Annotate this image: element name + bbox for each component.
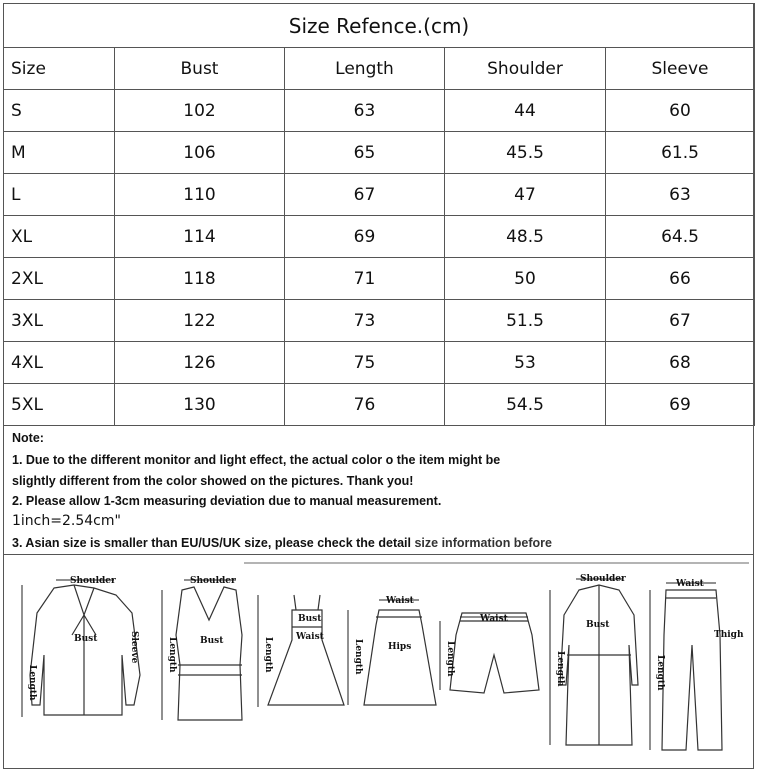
table-row <box>4 300 755 342</box>
shorts-waist-label: Waist <box>480 614 508 624</box>
col-header-size: Size <box>4 48 115 90</box>
note-3-text: 3. Asian size is smaller than EU/US/UK size, please check the detail <box>12 536 415 550</box>
col-header-shoulder: Shoulder <box>445 48 606 90</box>
cell-sleeve: 64.5 <box>606 216 755 258</box>
cell-length: 65 <box>285 132 445 174</box>
dress-waist-label: Waist <box>296 632 324 642</box>
shirt-bust-label: Bust <box>74 634 98 644</box>
cell-length: 71 <box>285 258 445 300</box>
inch-conversion: 1inch=2.54cm" <box>12 513 121 529</box>
col-header-sleeve: Sleeve <box>606 48 755 90</box>
cell-size: L <box>4 174 115 216</box>
note-1-line-1: 1. Due to the different monitor and light effect, the actual color o the item might be <box>12 453 501 467</box>
shorts-length-label: Length <box>445 641 455 677</box>
cell-sleeve: 68 <box>606 342 755 384</box>
top-bust-label: Bust <box>200 636 224 646</box>
cell-bust: 126 <box>115 342 285 384</box>
cell-shoulder: 54.5 <box>445 384 606 426</box>
cell-sleeve: 60 <box>606 90 755 132</box>
cell-bust: 130 <box>115 384 285 426</box>
table-row <box>4 384 755 426</box>
cell-shoulder: 47 <box>445 174 606 216</box>
cell-bust: 106 <box>115 132 285 174</box>
shirt-length-label: Length <box>27 665 37 701</box>
coat-length-label: Length <box>555 651 565 687</box>
cell-shoulder: 53 <box>445 342 606 384</box>
skirt-length-label: Length <box>353 639 363 675</box>
table-row <box>4 132 755 174</box>
dress-bust-label: Bust <box>298 614 322 624</box>
table-row <box>4 342 755 384</box>
coat-diagram <box>560 585 638 745</box>
top-length-label: Length <box>167 637 177 673</box>
col-header-bust: Bust <box>115 48 285 90</box>
size-table <box>3 3 755 426</box>
cell-size: XL <box>4 216 115 258</box>
cell-length: 73 <box>285 300 445 342</box>
cell-shoulder: 44 <box>445 90 606 132</box>
table-title: Size Refence.(cm) <box>4 4 755 48</box>
col-header-length: Length <box>285 48 445 90</box>
shirt-sleeve-label: Sleeve <box>129 631 139 664</box>
cell-size: S <box>4 90 115 132</box>
cell-length: 76 <box>285 384 445 426</box>
table-row <box>4 258 755 300</box>
cell-bust: 110 <box>115 174 285 216</box>
strappy-dress-diagram <box>268 595 344 705</box>
cell-shoulder: 45.5 <box>445 132 606 174</box>
note-2: 2. Please allow 1-3cm measuring deviation due to manual measurement. <box>12 494 442 508</box>
skirt-waist-label: Waist <box>386 596 414 606</box>
top-shoulder-label: Shoulder <box>190 576 236 586</box>
header-row <box>4 48 755 90</box>
note-1-line-2: slightly different from the color showed on the pictures. Thank you! <box>12 474 414 488</box>
cell-size: 4XL <box>4 342 115 384</box>
cell-length: 67 <box>285 174 445 216</box>
coat-bust-label: Bust <box>586 620 610 630</box>
cell-length: 63 <box>285 90 445 132</box>
tank-top-diagram <box>176 587 242 720</box>
cell-shoulder: 48.5 <box>445 216 606 258</box>
cell-size: 2XL <box>4 258 115 300</box>
cell-sleeve: 67 <box>606 300 755 342</box>
note-3-tail: size information before <box>414 536 553 550</box>
dress-length-label: Length <box>263 637 273 673</box>
skirt-diagram <box>364 610 436 705</box>
cell-length: 75 <box>285 342 445 384</box>
cell-shoulder: 51.5 <box>445 300 606 342</box>
cell-length: 69 <box>285 216 445 258</box>
cell-bust: 118 <box>115 258 285 300</box>
shirt-diagram <box>30 585 140 715</box>
trousers-thigh-label: Thigh <box>714 630 744 640</box>
skirt-hips-label: Hips <box>388 642 412 652</box>
table-row <box>4 90 755 132</box>
cell-bust: 102 <box>115 90 285 132</box>
cell-sleeve: 66 <box>606 258 755 300</box>
cell-size: M <box>4 132 115 174</box>
cell-shoulder: 50 <box>445 258 606 300</box>
coat-shoulder-label: Shoulder <box>580 574 626 584</box>
cell-size: 5XL <box>4 384 115 426</box>
shirt-shoulder-label: Shoulder <box>70 576 116 586</box>
table-row <box>4 174 755 216</box>
notes-section <box>3 427 754 555</box>
table-row <box>4 216 755 258</box>
trousers-diagram <box>662 590 722 750</box>
notes-heading: Note: <box>12 431 44 445</box>
garment-diagram-svg <box>4 555 753 767</box>
note-3 <box>12 536 552 550</box>
cell-bust: 114 <box>115 216 285 258</box>
cell-size: 3XL <box>4 300 115 342</box>
trousers-length-label: Length <box>655 655 665 691</box>
cell-sleeve: 69 <box>606 384 755 426</box>
garment-measurement-diagrams <box>3 555 754 769</box>
trousers-waist-label: Waist <box>676 579 704 589</box>
cell-sleeve: 63 <box>606 174 755 216</box>
cell-bust: 122 <box>115 300 285 342</box>
shorts-diagram <box>450 613 539 693</box>
cell-sleeve: 61.5 <box>606 132 755 174</box>
